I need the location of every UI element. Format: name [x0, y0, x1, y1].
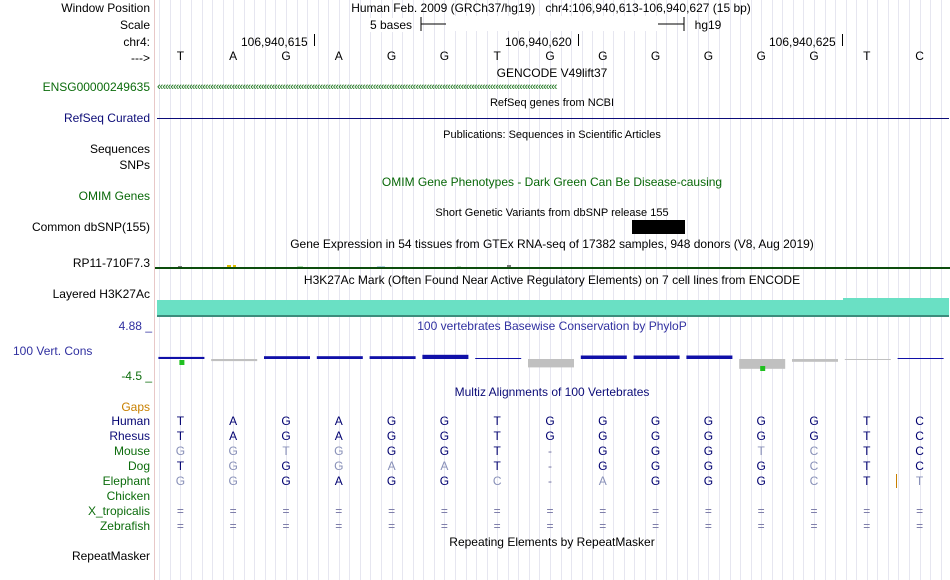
base-letter: C [915, 49, 924, 63]
alignment-base: G [756, 474, 766, 488]
alignment-base: G [439, 444, 450, 458]
alignment-base: G [598, 459, 608, 473]
phylop-bar [158, 357, 204, 359]
alignment-base: = [335, 519, 343, 533]
scale-text: 5 bases [369, 18, 413, 32]
alignment-base: A [334, 429, 343, 443]
alignment-base: C [915, 444, 924, 458]
phylop-bar [845, 359, 891, 360]
h3k27ac-baseline [157, 315, 949, 317]
alignment-base: = [388, 504, 396, 518]
omim-label[interactable]: OMIM Genes [78, 189, 150, 203]
gencode-gene-track[interactable] [157, 80, 949, 94]
alignment-base: G [439, 429, 450, 443]
track-label-column [0, 0, 155, 580]
alignment-base: = [388, 519, 396, 533]
omim-title: OMIM Gene Phenotypes - Dark Green Can Be Disease-causing [381, 175, 723, 189]
base-letter: G [386, 49, 397, 63]
alignment-base: G [598, 429, 608, 443]
alignment-base: G [703, 429, 714, 443]
chr4-label: chr4: [123, 35, 150, 49]
alignment-base: = [493, 504, 501, 518]
alignment-base: T [176, 414, 185, 428]
alignment-base: = [704, 504, 712, 518]
alignment-base: = [599, 504, 607, 518]
phylop-ymax-label: 4.88 _ [118, 319, 152, 333]
alignment-base: G [228, 459, 238, 473]
ensg-label[interactable]: ENSG00000249635 [42, 80, 150, 94]
base-letter: A [229, 49, 238, 63]
alignment-base: T [493, 414, 501, 428]
refseq-label[interactable]: RefSeq Curated [63, 111, 150, 125]
repeatmasker-title: Repeating Elements by RepeatMasker [449, 535, 655, 549]
alignment-base: G [703, 414, 714, 428]
species-label-dog[interactable]: Dog [127, 459, 150, 473]
alignment-base: = [652, 504, 660, 518]
base-letter: G [439, 49, 450, 63]
scale-db: hg19 [694, 18, 722, 32]
base-letter: A [334, 49, 343, 63]
alignment-base: T [176, 429, 185, 443]
species-label-chicken[interactable]: Chicken [106, 489, 150, 503]
phylop-bar [211, 359, 257, 361]
alignment-base: C [809, 459, 819, 473]
window-position-label: Window Position [61, 1, 150, 15]
base-letter: G [281, 49, 291, 63]
alignment-base: = [546, 504, 554, 518]
alignment-base: G [598, 414, 608, 428]
alignment-base: = [652, 519, 660, 533]
phylop-bar [528, 359, 574, 367]
phylop-bar [317, 356, 363, 359]
h3k27ac-signal-left[interactable] [157, 300, 843, 316]
alignment-base: G [334, 444, 344, 458]
alignment-base: G [281, 474, 291, 488]
alignment-base: G [545, 414, 555, 428]
gaps-label[interactable]: Gaps [121, 400, 150, 414]
alignment-base: G [175, 474, 186, 488]
alignment-base: G [650, 444, 661, 458]
alignment-base: = [757, 504, 765, 518]
alignment-base: G [439, 414, 450, 428]
alignment-base: = [229, 504, 237, 518]
coord-label-2: 106,940,620 [505, 35, 572, 49]
alignment-base: C [915, 429, 924, 443]
alignment-base: G [228, 474, 238, 488]
alignment-base: = [757, 519, 765, 533]
gene-strand-arrows: ‹‹‹‹‹‹‹‹‹‹‹‹‹‹‹‹‹‹‹‹‹‹‹‹‹‹‹‹‹‹‹‹‹‹‹‹‹‹‹‹‹‹‹‹‹‹‹‹‹‹‹‹‹‹‹‹‹‹‹‹‹‹‹‹‹‹‹‹‹‹‹‹‹‹‹‹‹‹‹‹‹‹‹‹‹‹‹‹‹‹‹‹‹‹‹‹‹‹‹‹‹‹‹‹‹‹‹‹‹‹‹‹‹‹‹‹‹‹‹‹‹‹‹‹‹‹‹‹‹‹‹‹‹‹‹‹‹‹‹‹‹‹‹‹‹‹‹‹‹‹ [157, 81, 557, 93]
h3k27ac-signal-right[interactable] [843, 298, 949, 316]
gtex-title: Gene Expression in 54 tissues from GTEx RNA-seq of 17382 samples, 948 donors (V8, Aug 2019) [290, 237, 814, 251]
alignment-base: T [493, 444, 501, 458]
alignment-base: G [439, 474, 450, 488]
phylop-point [179, 360, 184, 365]
alignment-base: T [757, 444, 765, 458]
position-range: chr4:106,940,613-106,940,627 (15 bp) [545, 1, 751, 15]
assembly-name: Human Feb. 2009 (GRCh37/hg19) [351, 1, 536, 15]
phylop-bar [422, 355, 468, 359]
species-label-rhesus[interactable]: Rhesus [109, 429, 150, 443]
alignment-base: T [863, 429, 871, 443]
alignment-base: G [703, 459, 714, 473]
alignment-base: = [863, 504, 871, 518]
alignment-base: = [810, 519, 818, 533]
base-letter: G [809, 49, 819, 63]
refseq-title: RefSeq genes from NCBI [489, 97, 615, 109]
alignment-base: G [809, 414, 819, 428]
alignment-base: G [703, 474, 714, 488]
alignment-base: T [863, 474, 871, 488]
alignment-base: G [175, 444, 186, 458]
track-divider [155, 267, 950, 269]
alignment-base: - [548, 444, 552, 458]
phylop-bar [686, 356, 732, 360]
alignment-base: = [176, 519, 184, 533]
species-label-x_tropicalis[interactable]: X_tropicalis [87, 504, 150, 518]
coord-tick-1 [314, 34, 315, 46]
alignment-base: G [650, 459, 661, 473]
alignment-base: C [492, 474, 502, 488]
alignment-base: T [493, 459, 501, 473]
alignment-base: C [915, 414, 924, 428]
base-letter: T [863, 49, 871, 63]
alignment-base: = [335, 504, 343, 518]
alignment-base: G [598, 444, 608, 458]
alignment-base: C [809, 444, 819, 458]
alignment-base: G [386, 474, 397, 488]
h3k27ac-title: H3K27Ac Mark (Often Found Near Active Regulatory Elements) on 7 cell lines from ENCODE [303, 273, 801, 287]
alignment-base: = [282, 519, 290, 533]
dbsnp-title: Short Genetic Variants from dbSNP release 155 [435, 207, 669, 219]
base-letter: G [703, 49, 714, 63]
alignment-base: T [493, 429, 501, 443]
base-letter: T [176, 49, 185, 63]
alignment-base: G [386, 429, 397, 443]
alignment-base: T [863, 414, 871, 428]
alignment-base: = [440, 504, 448, 518]
alignment-base: G [650, 429, 661, 443]
base-letter: T [493, 49, 501, 63]
alignment-base: G [756, 459, 766, 473]
alignment-base: T [863, 459, 871, 473]
alignment-base: T [915, 474, 924, 488]
alignment-base: T [176, 459, 185, 473]
alignment-base: = [229, 519, 237, 533]
alignment-base: G [386, 444, 397, 458]
snp-variant-box[interactable] [632, 220, 685, 234]
species-label-human[interactable]: Human [111, 414, 150, 428]
alignment-base: C [809, 474, 819, 488]
phylop-point [760, 366, 765, 371]
phylop-bar [634, 356, 680, 360]
alignment-base: G [756, 414, 766, 428]
strand-label: ---> [131, 51, 150, 65]
coord-tick-3 [842, 34, 843, 46]
phylop-bar [898, 358, 944, 359]
alignment-base: G [281, 429, 291, 443]
scale-bar [0, 0, 950, 40]
vert-cons-label[interactable]: 100 Vert. Cons [13, 344, 93, 358]
base-letter: G [545, 49, 555, 63]
species-label-zebrafish[interactable]: Zebrafish [99, 519, 150, 533]
layered-h3k27ac-label[interactable]: Layered H3K27Ac [52, 287, 150, 301]
base-letter: G [756, 49, 766, 63]
alignment-base: C [915, 459, 924, 473]
alignment-base: G [281, 414, 291, 428]
alignment-base: = [282, 504, 290, 518]
refseq-gene-line[interactable] [157, 118, 949, 119]
alignment-base: G [281, 459, 291, 473]
alignment-base: = [916, 519, 924, 533]
alignment-base: G [809, 429, 819, 443]
alignment-base: = [916, 504, 924, 518]
alignment-base: G [650, 474, 661, 488]
alignment-base: A [440, 459, 449, 473]
alignment-base: = [863, 519, 871, 533]
phylop-title: 100 vertebrates Basewise Conservation by PhyloP [417, 319, 687, 333]
repeatmasker-label[interactable]: RepeatMasker [71, 549, 150, 563]
coord-label-1: 106,940,615 [241, 35, 308, 49]
phylop-bar [581, 356, 627, 360]
base-letter: G [598, 49, 608, 63]
alignment-base: A [229, 429, 238, 443]
alignment-base: G [228, 444, 238, 458]
scale-label: Scale [119, 18, 150, 32]
alignment-base: = [546, 519, 554, 533]
alignment-base: A [229, 414, 238, 428]
alignment-base: A [598, 474, 607, 488]
alignment-base: T [863, 444, 871, 458]
multiz-title: Multiz Alignments of 100 Vertebrates [454, 385, 650, 399]
base-letter: G [650, 49, 661, 63]
alignment-base: G [334, 459, 344, 473]
coord-label-3: 106,940,625 [769, 35, 836, 49]
alignment-base: T [282, 444, 290, 458]
alignment-base: = [704, 519, 712, 533]
publications-title: Publications: Sequences in Scientific Articles [443, 129, 661, 141]
alignment-base: A [334, 414, 343, 428]
phylop-conservation-graph[interactable] [155, 330, 950, 375]
species-label-elephant[interactable]: Elephant [102, 474, 150, 488]
alignment-base: = [810, 504, 818, 518]
species-label-mouse[interactable]: Mouse [113, 444, 150, 458]
phylop-bar [475, 358, 521, 359]
alignment-base: = [493, 519, 501, 533]
gap-marker [896, 474, 897, 488]
alignment-base: - [548, 459, 552, 473]
phylop-ymin-label: -4.5 _ [121, 369, 152, 383]
coord-tick-2 [578, 34, 579, 46]
alignment-base: - [548, 474, 552, 488]
rp11-label[interactable]: RP11-710F7.3 [72, 256, 150, 270]
alignment-base: = [599, 519, 607, 533]
common-dbsnp-label[interactable]: Common dbSNP(155) [31, 220, 150, 234]
alignment-base: G [703, 444, 714, 458]
gencode-title: GENCODE V49lift37 [496, 66, 608, 80]
alignment-base: G [545, 429, 555, 443]
sequences-label[interactable]: Sequences [89, 142, 150, 156]
phylop-bar [370, 356, 416, 359]
alignment-base: A [387, 459, 396, 473]
alignment-base: G [650, 414, 661, 428]
phylop-bar [792, 359, 838, 362]
phylop-bar [264, 356, 310, 359]
alignment-base: A [334, 474, 343, 488]
alignment-base: = [176, 504, 184, 518]
alignment-base: = [440, 519, 448, 533]
alignment-base: G [756, 429, 766, 443]
alignment-base: G [386, 414, 397, 428]
snps-label[interactable]: SNPs [119, 158, 150, 172]
